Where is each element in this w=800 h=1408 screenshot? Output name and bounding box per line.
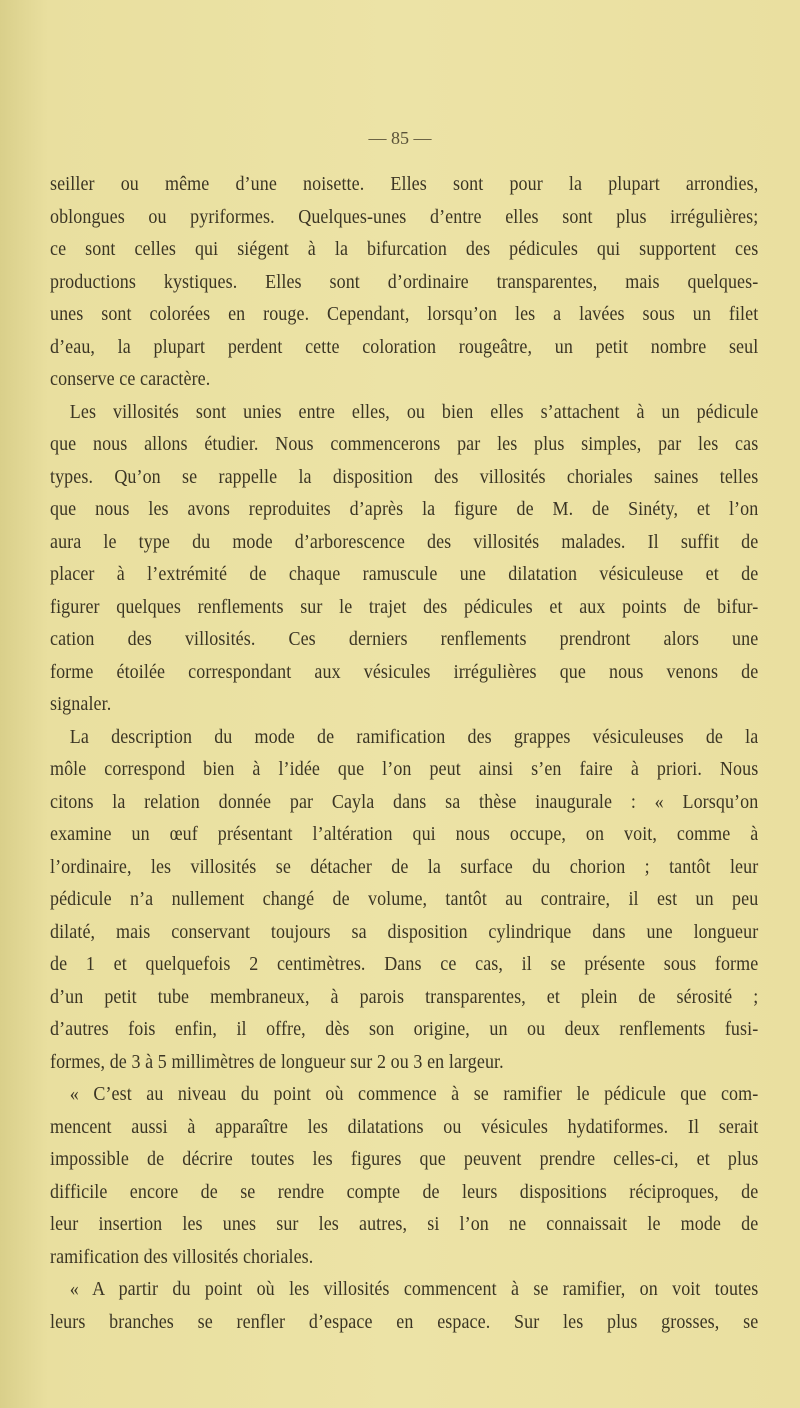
- text-line: types. Qu’on se rappelle la disposition des villosités choriales saines telles: [50, 465, 759, 488]
- text-line: môle correspond bien à l’idée que l’on peut ainsi s’en faire à priori. Nous: [50, 758, 759, 780]
- text-line: productions kystiques. Elles sont d’ordinaire transparentes, mais quelques-: [50, 270, 759, 293]
- text-line: l’ordinaire, les villosités se détacher de la surface du chorion ; tantôt leur: [50, 855, 759, 878]
- text-line: examine un œuf présentant l’altération qui nous occupe, on voit, comme à: [50, 823, 759, 845]
- text-line: « A partir du point où les villosités commencent à se ramifier, on voit toutes: [69, 1278, 759, 1300]
- text-line: que nous allons étudier. Nous commencerons par les plus simples, par les cas: [50, 433, 759, 455]
- text-line: signaler.: [50, 693, 112, 715]
- page-number: — 85 —: [368, 128, 432, 148]
- text-line: seiller ou même d’une noisette. Elles sont pour la plupart arrondies,: [50, 173, 759, 195]
- text-line: aura le type du mode d’arborescence des villosités malades. Il suffit de: [50, 530, 759, 553]
- text-line: « C’est au niveau du point où commence à se ramifier le pédicule que com-: [69, 1083, 759, 1105]
- text-line: citons la relation donnée par Cayla dans sa thèse inaugurale : « Lorsqu’on: [50, 790, 759, 813]
- text-line: La description du mode de ramification des grappes vésiculeuses de la: [69, 725, 759, 748]
- text-line: difficile encore de se rendre compte de leurs dispositions réciproques, de: [50, 1180, 759, 1203]
- text-line: placer à l’extrémité de chaque ramuscule une dilatation vésiculeuse et de: [50, 563, 759, 585]
- text-line: formes, de 3 à 5 millimètres de longueur sur 2 ou 3 en largeur.: [50, 1050, 504, 1073]
- text-line: Les villosités sont unies entre elles, ou bien elles s’attachent à un pédicule: [69, 400, 759, 423]
- text-line: que nous les avons reproduites d’après la figure de M. de Sinéty, et l’on: [50, 498, 759, 520]
- text-line: d’eau, la plupart perdent cette coloration rougeâtre, un petit nombre seul: [50, 335, 759, 358]
- text-line: ramification des villosités choriales.: [50, 1245, 314, 1268]
- text-line: leurs branches se renfler d’espace en espace. Sur les plus grosses, se: [50, 1310, 759, 1333]
- text-line: impossible de décrire toutes les figures que peuvent prendre celles-ci, et plus: [50, 1148, 759, 1170]
- text-line: unes sont colorées en rouge. Cependant, lorsqu’on les a lavées sous un filet: [50, 303, 759, 325]
- text-line: ce sont celles qui siégent à la bifurcation des pédicules qui supportent ces: [50, 238, 759, 260]
- text-line: forme étoilée correspondant aux vésicules irrégulières que nous venons de: [50, 660, 759, 683]
- text-line: figurer quelques renflements sur le trajet des pédicules et aux points de bifur-: [50, 595, 759, 618]
- text-line: d’autres fois enfin, il offre, dès son origine, un ou deux renflements fusi-: [50, 1018, 759, 1040]
- text-line: pédicule n’a nullement changé de volume, tantôt au contraire, il est un peu: [50, 888, 759, 910]
- text-line: conserve ce caractère.: [50, 368, 211, 390]
- text-line: leur insertion les unes sur les autres, si l’on ne connaissait le mode de: [50, 1213, 759, 1235]
- text-line: d’un petit tube membraneux, à parois transparentes, et plein de sérosité ;: [50, 985, 759, 1008]
- text-line: de 1 et quelquefois 2 centimètres. Dans ce cas, il se présente sous forme: [50, 953, 759, 975]
- text-line: oblongues ou pyriformes. Quelques-unes d’entre elles sont plus irrégulières;: [50, 205, 759, 228]
- text-line: mencent aussi à apparaître les dilatations ou vésicules hydatiformes. Il serait: [50, 1115, 759, 1138]
- text-line: dilaté, mais conservant toujours sa disposition cylindrique dans une longueur: [50, 920, 759, 943]
- body-text: [50, 168, 758, 1338]
- text-line: cation des villosités. Ces derniers renflements prendront alors une: [50, 628, 759, 650]
